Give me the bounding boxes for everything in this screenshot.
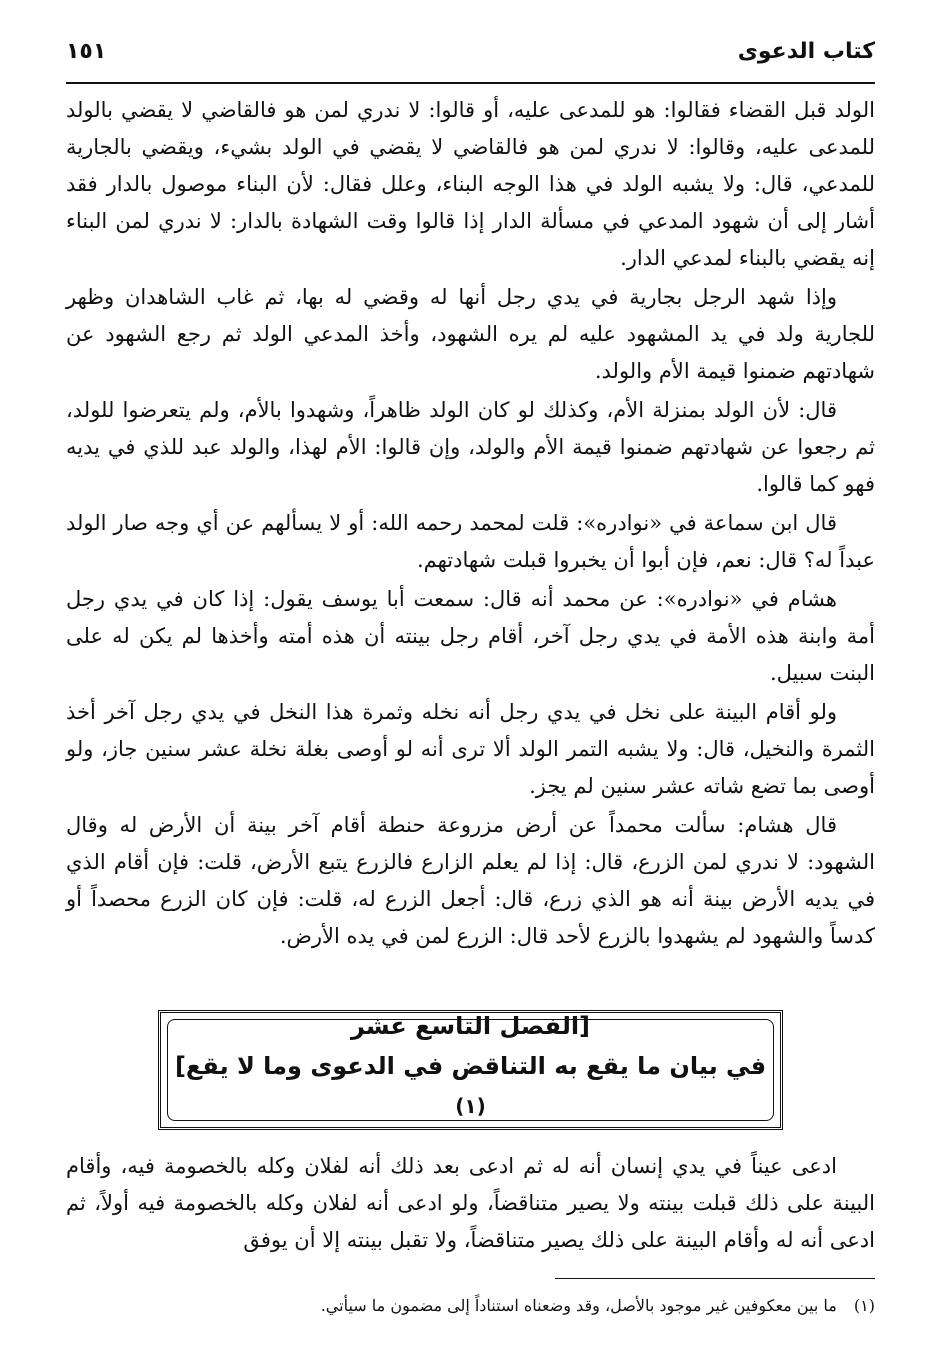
paragraph: قال: لأن الولد بمنزلة الأم، وكذلك لو كان الولد ظاهراً، وشهدوا بالأم، ولم يتعرضوا للولد، ثم رجعوا عن شهادتهم ضمنوا قيمة الأم والولد، وإن قالوا: الأم لهذا، والولد عبد للذي في يديه فهو كما قالوا. — [66, 398, 875, 496]
footnote-text: ما بين معكوفين غير موجود بالأصل، وقد وضعناه استناداً إلى مضمون ما سيأتي. — [320, 1296, 837, 1315]
page-header — [66, 34, 875, 74]
footnote-reference: (١) — [455, 1094, 486, 1118]
chapter-subtitle-text: في بيان ما يقع به التناقض في الدعوى وما لا يقع] — [174, 1052, 767, 1080]
chapter-text — [66, 1148, 875, 1261]
page-number: ١٥١ — [66, 39, 107, 64]
chapter-title: [الفصل التاسع عشر — [350, 1012, 591, 1040]
paragraph: ولو أقام البينة على نخل في يدي رجل أنه نخله وثمرة هذا النخل في يدي رجل آخر أخذ الثمرة والنخيل، قال: ولا يشبه التمر الولد ألا ترى أنه لو أوصى بغلة نخلة عشر سنين جاز، ولو أوصى بما تضع شاته عشر سنين لم يجز. — [66, 700, 875, 798]
paragraph: ادعى عيناً في يدي إنسان أنه له ثم ادعى بعد ذلك أنه لفلان وكله بالخصومة فيه، وأقام البينة على ذلك قبلت بينته ولا يصير متناقضاً، ولو ادعى أنه لفلان وكله بالخصومة فيه أولاً، ثم ادعى أنه له وأقام البينة على ذلك يصير متناقضاً، ولا تقبل بينته إلا أن يوفق — [66, 1154, 875, 1252]
paragraph: وإذا شهد الرجل بجارية في يدي رجل أنها له وقضي له بها، ثم غاب الشاهدان وظهر للجارية ولد في يد المشهود عليه لم يره الشهود، وأخذ المدعي الولد ثم رجع الشهود عن شهادتهم ضمنوا قيمة الأم والولد. — [66, 285, 875, 383]
chapter-subtitle — [161, 1046, 780, 1134]
paragraph: هشام في «نوادره»: عن محمد أنه قال: سمعت أبا يوسف يقول: إذا كان في يدي رجل أمة وابنة هذه الأمة في يدي رجل آخر، أقام رجل بينته أن هذه أمته وأخذها لم يكن له على البنت سبيل. — [66, 587, 875, 685]
footnote-marker: (١) — [853, 1296, 875, 1315]
header-divider — [66, 82, 875, 84]
footnote — [66, 1292, 875, 1320]
paragraph: الولد قبل القضاء فقالوا: هو للمدعى عليه، أو قالوا: لا ندري لمن هو فالقاضي لا يقضي بالولد للمدعى عليه، وقالوا: لا ندري لمن هو فالقاضي لا يقضي في الولد بشيء، ويقضي بالجارية للمدعي، قال: ولا يشبه الولد في هذا الوجه البناء، وعلل فقال: لأن البناء موصول بالدار فقد أشار إلى أن شهود المدعي في مسألة الدار إذا قالوا وقت الشهادة بالدار: لا ندري لمن البناء إنه يقضي بالبناء لمدعي الدار. — [66, 98, 875, 270]
running-title: كتاب الدعوى — [737, 39, 875, 64]
chapter-heading-frame — [158, 1010, 783, 1130]
paragraph: قال ابن سماعة في «نوادره»: قلت لمحمد رحمه الله: أو لا يسألهم عن أي وجه صار الولد عبداً له؟ قال: نعم، فإن أبوا أن يخبروا قبلت شهادتهم. — [66, 511, 875, 572]
footnote-divider — [555, 1278, 875, 1279]
paragraph: قال هشام: سألت محمداً عن أرض مزروعة حنطة أقام آخر بينة أن الأرض له وقال الشهود: لا ندري لمن الزرع، قال: إذا لم يعلم الزارع فالزرع يتبع الأرض، قلت: فإن أقام الذي في يديه الأرض بينة أنه هو الذي زرع، قال: أجعل الزرع له، قلت: فإن كان الزرع محصداً أو كدساً والشهود لم يشهدوا بالزرع لأحد قال: الزرع لمن في يده الأرض. — [66, 813, 875, 948]
main-text — [66, 92, 875, 957]
